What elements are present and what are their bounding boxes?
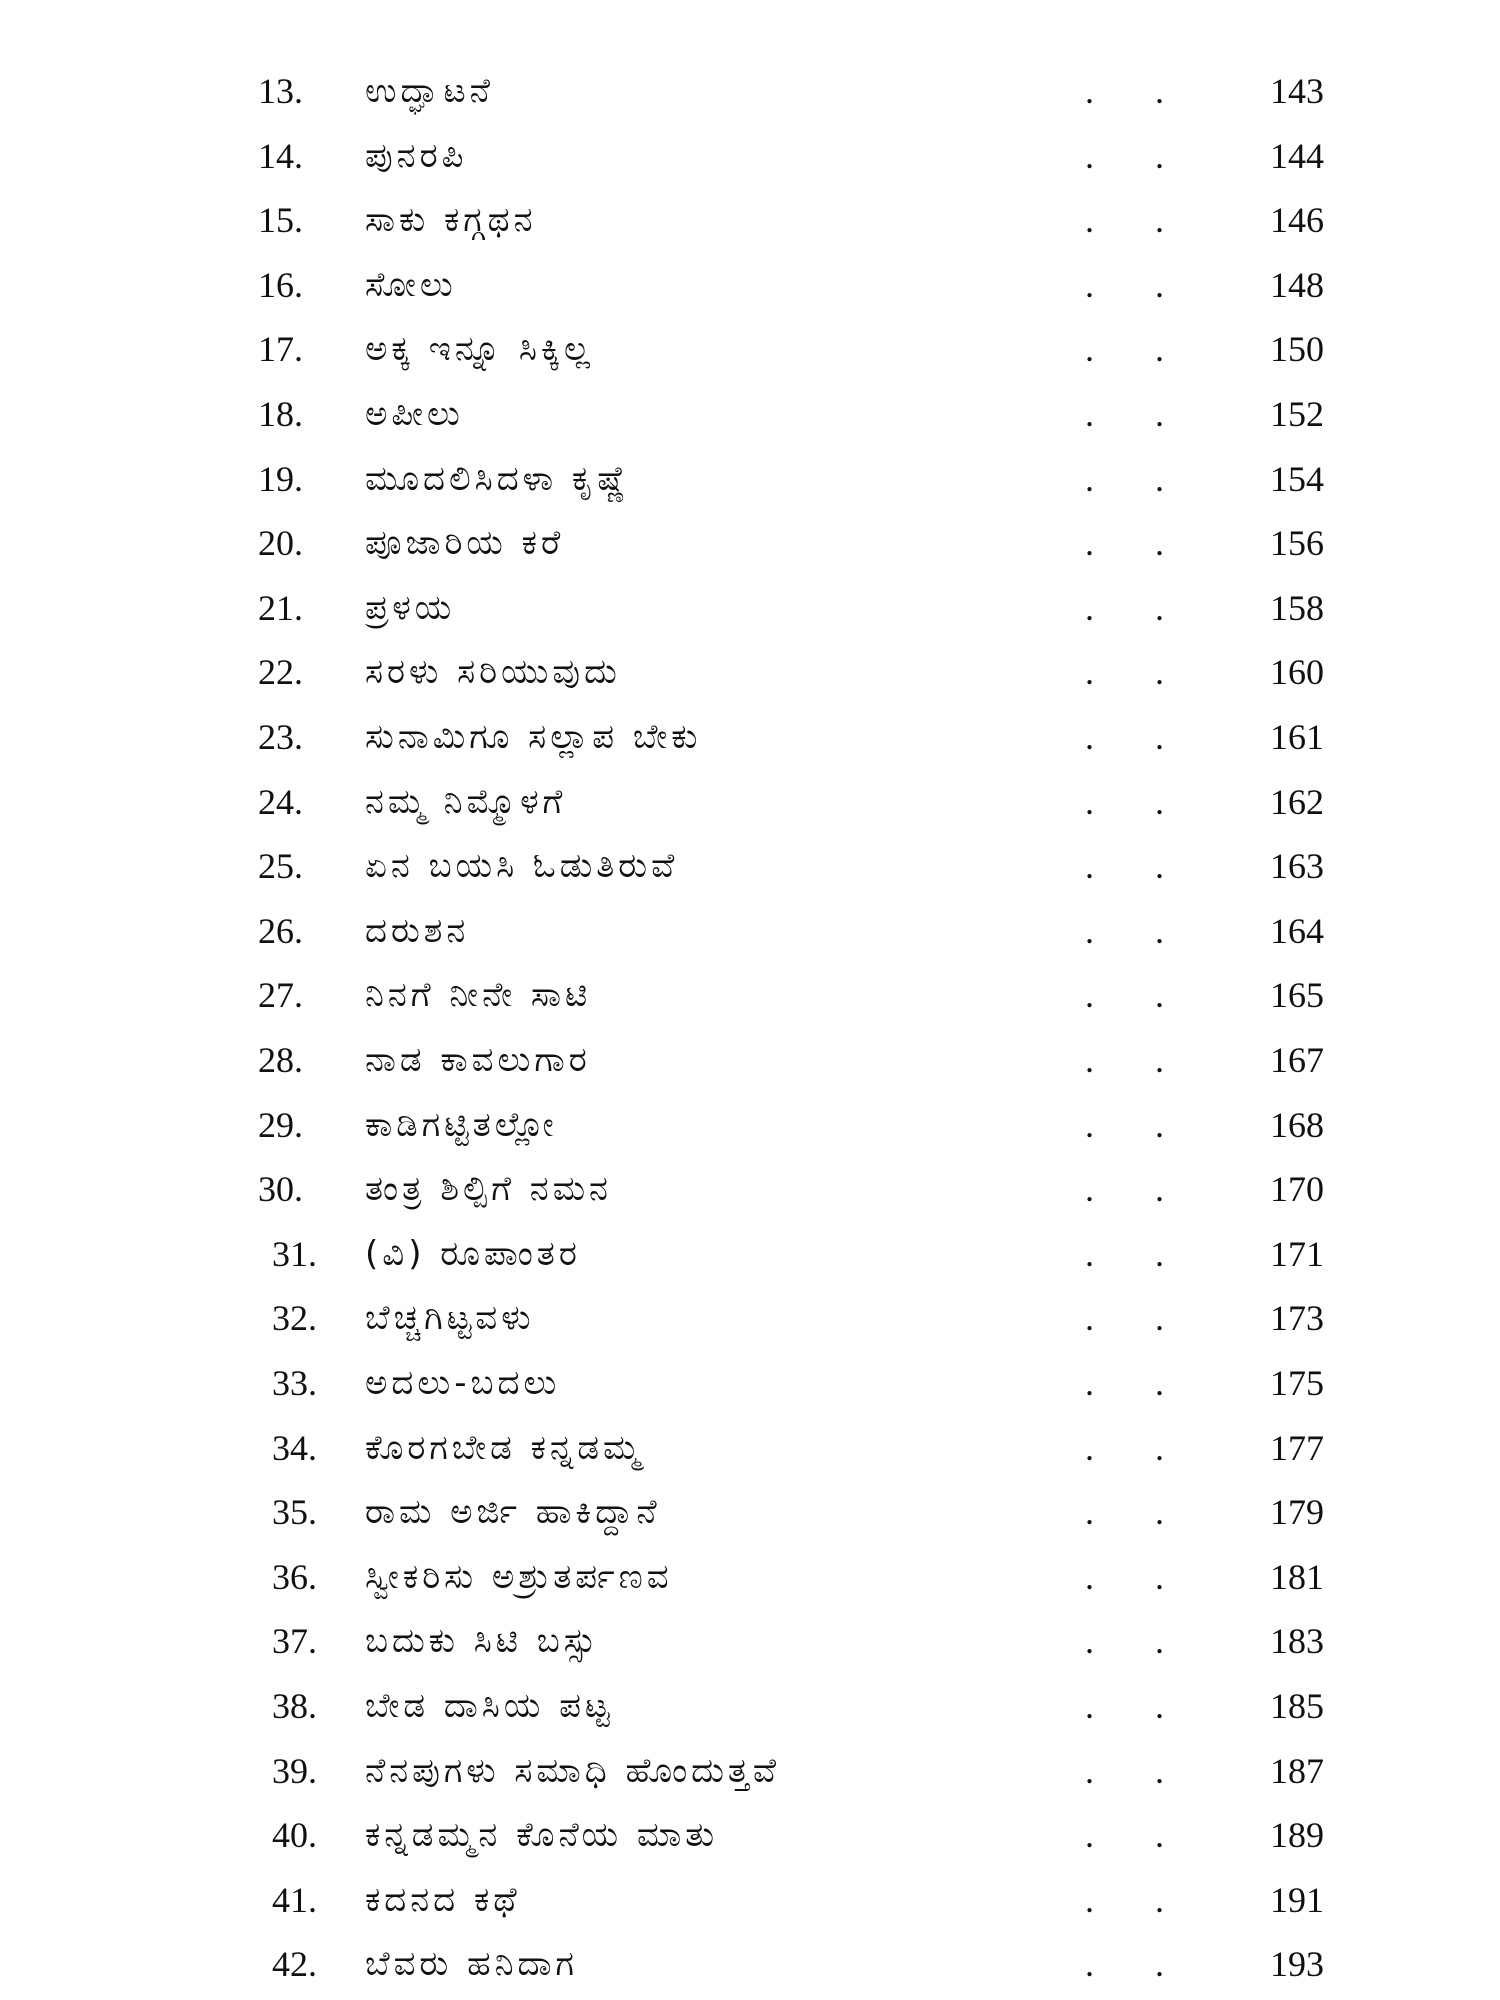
dot-leader: . . [1085, 458, 1190, 499]
dot-leader: . . [1085, 587, 1190, 628]
toc-entry [0, 1287, 1500, 1349]
toc-entry [0, 964, 1500, 1026]
entry-number: 27. [258, 975, 303, 1016]
dot-leader: . . [1085, 394, 1190, 434]
entry-title: ಬೆವರು ಹನಿದಾಗ [365, 1944, 578, 1985]
entry-title: ಸುನಾಮಿಗೂ ಸಲ್ಲಾಪ ಬೇಕು [365, 717, 702, 757]
entry-page-number: 170 [1270, 1169, 1324, 1210]
toc-entry [0, 1869, 1500, 1931]
toc-entry [0, 1933, 1500, 1995]
entry-page-number: 144 [1270, 135, 1324, 176]
entry-number: 21. [258, 587, 303, 628]
entry-number: 39. [272, 1750, 317, 1791]
entry-title: ಪುನರಪಿ [365, 135, 468, 176]
dot-leader: . . [1085, 1492, 1190, 1533]
dot-leader: . . [1085, 1686, 1190, 1726]
dot-leader: . . [1085, 200, 1190, 241]
dot-leader: . . [1085, 1298, 1190, 1339]
entry-number: 42. [272, 1944, 317, 1985]
entry-number: 17. [258, 329, 303, 370]
entry-title: ನೆನಪುಗಳು ಸಮಾಧಿ ಹೊಂದುತ್ತವೆ [365, 1750, 781, 1791]
entry-title: ಬೇಡ ದಾಸಿಯ ಪಟ್ಟ [365, 1686, 614, 1726]
toc-entry [0, 1352, 1500, 1414]
dot-leader: . . [1085, 1879, 1190, 1920]
dot-leader: . . [1085, 1427, 1190, 1468]
dot-leader: . . [1085, 1233, 1190, 1274]
entry-page-number: 146 [1270, 200, 1324, 241]
entry-number: 40. [272, 1815, 317, 1856]
entry-page-number: 187 [1270, 1750, 1324, 1791]
entry-page-number: 163 [1270, 846, 1324, 887]
entry-number: 16. [258, 264, 303, 305]
entry-number: 36. [272, 1556, 317, 1597]
entry-page-number: 152 [1270, 394, 1324, 434]
entry-title: ಅದಲು-ಬದಲು [365, 1363, 561, 1403]
dot-leader: . . [1085, 910, 1190, 951]
dot-leader: . . [1085, 1363, 1190, 1403]
toc-entry [0, 1481, 1500, 1543]
entry-number: 41. [272, 1879, 317, 1920]
entry-number: 31. [272, 1233, 317, 1274]
dot-leader: . . [1085, 1169, 1190, 1210]
entry-title: ದರುಶನ [365, 910, 470, 951]
entry-number: 14. [258, 135, 303, 176]
toc-entry [0, 641, 1500, 703]
entry-page-number: 167 [1270, 1040, 1324, 1080]
toc-entry [0, 1029, 1500, 1091]
entry-number: 25. [258, 846, 303, 887]
toc-entry [0, 771, 1500, 833]
entry-title: ಅಪೀಲು [365, 394, 464, 434]
entry-number: 13. [258, 71, 303, 111]
entry-page-number: 171 [1270, 1233, 1324, 1274]
entry-page-number: 175 [1270, 1363, 1324, 1403]
entry-page-number: 150 [1270, 329, 1324, 370]
toc-entry [0, 1675, 1500, 1737]
entry-page-number: 164 [1270, 910, 1324, 951]
entry-number: 20. [258, 523, 303, 564]
entry-page-number: 177 [1270, 1427, 1324, 1468]
entry-title: ಏನ ಬಯಸಿ ಓಡುತಿರುವೆ [365, 846, 679, 887]
toc-entry [0, 706, 1500, 768]
entry-title: ತಂತ್ರ ಶಿಲ್ಪಿಗೆ ನಮನ [365, 1169, 612, 1210]
entry-number: 28. [258, 1040, 303, 1080]
entry-number: 22. [258, 652, 303, 693]
entry-page-number: 154 [1270, 458, 1324, 499]
entry-number: 35. [272, 1492, 317, 1533]
toc-entry [0, 577, 1500, 639]
entry-title: ಪೂಜಾರಿಯ ಕರೆ [365, 523, 565, 564]
dot-leader: . . [1085, 1815, 1190, 1856]
entry-page-number: 160 [1270, 652, 1324, 693]
entry-title: ಪ್ರಳಯ [365, 587, 456, 628]
toc-entry [0, 1804, 1500, 1866]
entry-page-number: 191 [1270, 1879, 1324, 1920]
entry-page-number: 179 [1270, 1492, 1324, 1533]
entry-number: 29. [258, 1104, 303, 1145]
dot-leader: . . [1085, 975, 1190, 1016]
toc-entry [0, 189, 1500, 251]
entry-title: ಉದ್ಘಾಟನೆ [365, 71, 494, 111]
dot-leader: . . [1085, 717, 1190, 757]
dot-leader: . . [1085, 781, 1190, 822]
entry-title: ಸರಳು ಸರಿಯುವುದು [365, 652, 621, 693]
dot-leader: . . [1085, 1944, 1190, 1985]
entry-number: 37. [272, 1621, 317, 1662]
entry-page-number: 165 [1270, 975, 1324, 1016]
toc-entry [0, 254, 1500, 316]
dot-leader: . . [1085, 652, 1190, 693]
toc-entry [0, 60, 1500, 122]
toc-entry [0, 835, 1500, 897]
toc-entry [0, 383, 1500, 445]
entry-number: 19. [258, 458, 303, 499]
toc-entry [0, 318, 1500, 380]
dot-leader: . . [1085, 71, 1190, 111]
entry-page-number: 181 [1270, 1556, 1324, 1597]
entry-title: ಅಕ್ಕ ಇನ್ನೂ ಸಿಕ್ಕಿಲ್ಲ [365, 329, 595, 370]
entry-number: 26. [258, 910, 303, 951]
dot-leader: . . [1085, 329, 1190, 370]
toc-entry [0, 1158, 1500, 1220]
entry-page-number: 173 [1270, 1298, 1324, 1339]
dot-leader: . . [1085, 1556, 1190, 1597]
toc-entry [0, 900, 1500, 962]
dot-leader: . . [1085, 1104, 1190, 1145]
entry-number: 32. [272, 1298, 317, 1339]
dot-leader: . . [1085, 135, 1190, 176]
entry-page-number: 143 [1270, 71, 1324, 111]
entry-page-number: 183 [1270, 1621, 1324, 1662]
toc-entry [0, 1094, 1500, 1156]
entry-page-number: 161 [1270, 717, 1324, 757]
entry-number: 33. [272, 1363, 317, 1403]
entry-number: 24. [258, 781, 303, 822]
entry-page-number: 158 [1270, 587, 1324, 628]
entry-title: ಕೊರಗಬೇಡ ಕನ್ನಡಮ್ಮ [365, 1427, 644, 1468]
entry-title: ಕದನದ ಕಥೆ [365, 1879, 521, 1920]
entry-number: 18. [258, 394, 303, 434]
toc-entry [0, 1223, 1500, 1285]
toc-entry [0, 1610, 1500, 1672]
entry-title: ಸೋಲು [365, 264, 457, 305]
entry-number: 23. [258, 717, 303, 757]
entry-number: 34. [272, 1427, 317, 1468]
entry-page-number: 168 [1270, 1104, 1324, 1145]
dot-leader: . . [1085, 1040, 1190, 1080]
toc-entry [0, 1740, 1500, 1802]
entry-page-number: 162 [1270, 781, 1324, 822]
entry-page-number: 185 [1270, 1686, 1324, 1726]
entry-number: 15. [258, 200, 303, 241]
entry-title: ಬೆಚ್ಚಗಿಟ್ಟವಳು [365, 1298, 535, 1339]
entry-number: 38. [272, 1686, 317, 1726]
entry-page-number: 148 [1270, 264, 1324, 305]
toc-entry [0, 512, 1500, 574]
dot-leader: . . [1085, 523, 1190, 564]
dot-leader: . . [1085, 264, 1190, 305]
entry-title: ನಾಡ ಕಾವಲುಗಾರ [365, 1040, 591, 1080]
entry-page-number: 189 [1270, 1815, 1324, 1856]
entry-title: ಬದುಕು ಸಿಟಿ ಬಸ್ಸು [365, 1621, 600, 1662]
entry-page-number: 156 [1270, 523, 1324, 564]
toc-entry [0, 1417, 1500, 1479]
entry-title: (ವಿ) ರೂಪಾಂತರ [365, 1233, 581, 1274]
entry-title: ನಮ್ಮ ನಿಮ್ಮೊಳಗೆ [365, 781, 567, 822]
entry-title: ಕಾಡಿಗಟ್ಟಿತಲ್ಲೋ [365, 1104, 558, 1145]
dot-leader: . . [1085, 1750, 1190, 1791]
toc-entry [0, 448, 1500, 510]
entry-title: ಸಾಕು ಕಗ್ಗಥನ [365, 200, 537, 241]
toc-entry [0, 125, 1500, 187]
entry-title: ಮೂದಲಿಸಿದಳಾ ಕೃಷ್ಣೆ [365, 458, 631, 499]
entry-title: ಕನ್ನಡಮ್ಮನ ಕೊನೆಯ ಮಾತು [365, 1815, 719, 1856]
dot-leader: . . [1085, 1621, 1190, 1662]
entry-title: ನಿನಗೆ ನೀನೇ ಸಾಟಿ [365, 975, 592, 1016]
dot-leader: . . [1085, 846, 1190, 887]
entry-title: ರಾಮ ಅರ್ಜಿ ಹಾಕಿದ್ದಾನೆ [365, 1492, 661, 1533]
entry-page-number: 193 [1270, 1944, 1324, 1985]
entry-number: 30. [258, 1169, 303, 1210]
toc-entry [0, 1546, 1500, 1608]
entry-title: ಸ್ವೀಕರಿಸು ಅಶ್ರುತರ್ಪಣವ [365, 1556, 673, 1597]
